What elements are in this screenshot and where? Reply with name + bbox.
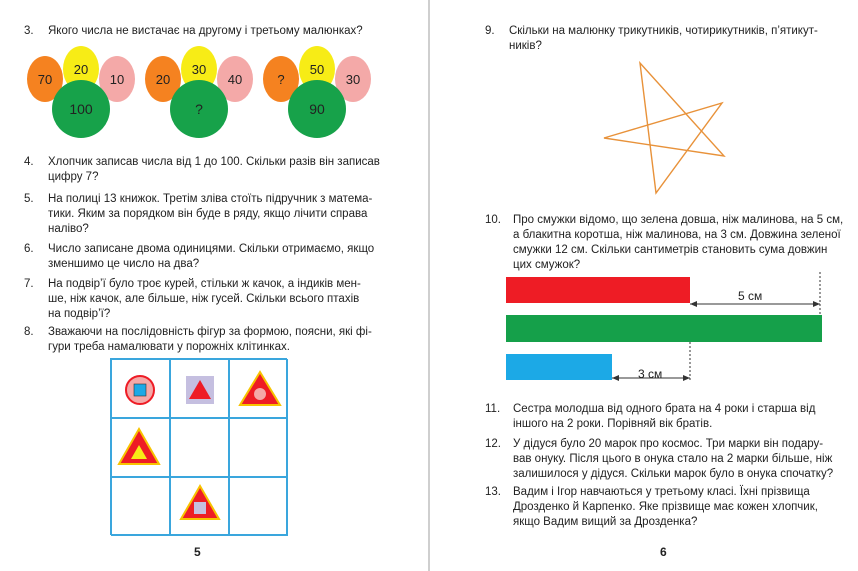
right-page [430, 0, 858, 571]
problem-line: На полиці 13 книжок. Третім зліва стоїть підручник з матема- [48, 193, 373, 205]
problem-line: наліво? [48, 223, 89, 235]
problem-number: 8. [24, 326, 34, 338]
problem-line: вав онуку. Після цього в онука стало на 2 марки більше, ніж [513, 453, 833, 465]
problem-number: 5. [24, 193, 34, 205]
problem-line: тики. Яким за порядком він буде в ряду, якщо лічити справа [48, 208, 368, 220]
green-center: ? [170, 80, 228, 138]
dimension-label-5cm: 5 см [738, 289, 763, 303]
grid-cell-2-3 [229, 418, 288, 477]
star-figure [600, 55, 730, 200]
pink-petal: 10 [99, 56, 135, 102]
problem-line: Скільки на малюнку трикутників, чотирикутників, п’ятикут- [509, 25, 818, 37]
problem-line: Сестра молодша від одного брата на 4 роки і старша від [513, 403, 816, 415]
page-number: 5 [194, 545, 201, 559]
problem-line: Вадим і Ігор навчаються у третьому класі. Їхні прізвища [513, 486, 810, 498]
green-center: 90 [288, 80, 346, 138]
problem-line: залишилося у дідуся. Скільки марок було в онука спочатку? [513, 468, 834, 480]
problem-number: 6. [24, 243, 34, 255]
problem-number: 11. [485, 403, 501, 415]
problem-line: ше, ніж качок, але більше, ніж гусей. Скільки всього птахів [48, 293, 360, 305]
problem-line: а блакитна коротша, ніж малинова, на 3 см. Довжина зеленої [513, 229, 841, 241]
grid-cell-3-3 [229, 477, 288, 536]
orange-petal: 20 [145, 56, 181, 102]
problem-line: гури треба намалювати у порожніх клітинках. [48, 341, 290, 353]
problem-number: 3. [24, 25, 34, 37]
circle-with-square-icon [112, 360, 171, 419]
problem-line: Зважаючи на послідовність фігур за формою, поясни, які фі- [48, 326, 372, 338]
triangle-with-triangle-icon [112, 419, 171, 478]
dimension-label-3cm: 3 см [638, 367, 663, 381]
problem-line: Дрозденко й Карпенко. Яке прізвище має кожен хлопчик, [513, 501, 818, 513]
square-with-triangle-icon [171, 360, 230, 419]
grid-cell-2-1 [111, 418, 170, 477]
problem-line: цифру 7? [48, 171, 99, 183]
orange-petal: ? [263, 56, 299, 102]
problem-text: Якого числа не вистачає на другому і третьому малюнках? [48, 25, 363, 37]
problem-line: смужки 12 см. Скільки сантиметрів становить сума довжин [513, 244, 828, 256]
grid-cell-2-2 [170, 418, 229, 477]
problem-line: На подвір’ї було троє курей, стільки ж качок, а індиків мен- [48, 278, 361, 290]
triangle-with-square-icon [171, 478, 230, 537]
problem-line: зменшимо це число на два? [48, 258, 200, 270]
grid-cell-1-2 [170, 359, 229, 418]
yellow-petal: 50 [299, 46, 335, 92]
left-page [0, 0, 428, 571]
orange-petal: 70 [27, 56, 63, 102]
yellow-petal: 30 [181, 46, 217, 92]
pink-petal: 30 [335, 56, 371, 102]
problem-line: іншого на 2 роки. Порівняй вік братів. [513, 418, 713, 430]
grid-cell-1-3 [229, 359, 288, 418]
green-center: 100 [52, 80, 110, 138]
grid-cell-1-1 [111, 359, 170, 418]
grid-cell-3-2 [170, 477, 229, 536]
grid-cell-3-1 [111, 477, 170, 536]
problem-number: 12. [485, 438, 501, 450]
pink-petal: 40 [217, 56, 253, 102]
problem-line: Число записане двома одиницями. Скільки отримаємо, якщо [48, 243, 375, 255]
problem-line: на подвір’ї? [48, 308, 111, 320]
page-number: 6 [660, 545, 667, 559]
problem-number: 7. [24, 278, 34, 290]
problem-line: У дідуся було 20 марок про космос. Три марки він подару- [513, 438, 824, 450]
problem-number: 9. [485, 25, 495, 37]
problem-number: 13. [485, 486, 501, 498]
problem-number: 10. [485, 214, 501, 226]
shapes-grid [110, 358, 287, 535]
problem-line: якщо Вадим вищий за Дрозденка? [513, 516, 698, 528]
problem-line: Про смужки відомо, що зелена довша, ніж малинова, на 5 см, [513, 214, 844, 226]
yellow-petal: 20 [63, 46, 99, 92]
triangle-with-circle-icon [230, 360, 289, 419]
problem-line: Хлопчик записав числа від 1 до 100. Скільки разів він записав [48, 156, 380, 168]
problem-number: 4. [24, 156, 34, 168]
problem-line: цих смужок? [513, 259, 581, 271]
problem-line: ників? [509, 40, 542, 52]
